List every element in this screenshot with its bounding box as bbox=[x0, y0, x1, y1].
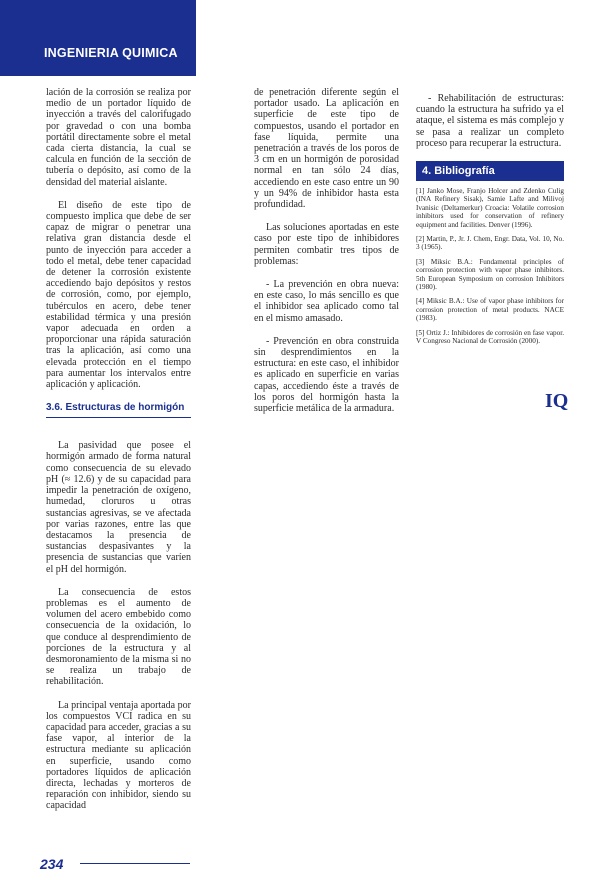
section-title: INGENIERIA QUIMICA bbox=[44, 46, 178, 60]
paragraph: - Rehabilitación de estructuras: cuando la estructura ha sufrido ya el ataque, el sistema es más complejo y se pasa a realizar un completo proceso para recuperar la estructura. bbox=[416, 93, 564, 149]
bibliography-heading: 4. Bibliografía bbox=[416, 161, 564, 181]
paragraph: - Prevención en obra construida sin desprendimientos en la estructura: en este caso, el inhibidor es aplicado en superficie en varias capas, accediendo éste a través de los poros del hormigón hasta la superficie metálica de la armadura. bbox=[254, 335, 399, 415]
paragraph: El diseño de este tipo de compuesto implica que debe de ser capaz de migrar o penetrar una relativa gran distancia desde el punto de inyección para acceder a todo el metal, debe tener capacidad de detener la corrosión existente accediendo bajo depósitos y restos de corrosión, como, por ejemplo, tubérculos en acero, debe tener estabilidad térmica y una presión vapor adecuada en orden a proporcionar una rápida saturación tras la aplicación, así como una elevada protección en el tiempo para aumentar los intervalos entre aplicación y aplicación. bbox=[46, 199, 191, 391]
column-3 bbox=[416, 93, 564, 352]
column-2 bbox=[254, 87, 399, 426]
paragraph: La consecuencia de estos problemas es el aumento de volumen del acero embebido como consecuencia de la oxidación, lo que conduce al desprendimiento de porciones de la estructura y al desmoronamiento de la misma si no se realiza un trabajo de rehabilitación. bbox=[46, 586, 191, 688]
page-number: 234 bbox=[40, 856, 64, 872]
paragraph: lación de la corrosión se realiza por medio de un portador líquido de inyección a través del calorifugado por gravedad o con una bomba portátil directamente sobre el metal cada cierta distancia, la cual se calcula en función de la sección de tubería o depósito, así como de la densidad del material aislante. bbox=[46, 87, 191, 188]
paragraph: - La prevención en obra nueva: en este caso, lo más sencillo es que el inhibidor sea aplicado como tal en el mismo amasado. bbox=[254, 279, 399, 324]
reference-list bbox=[416, 187, 564, 346]
reference-item: [4] Miksic B.A.: Use of vapor phase inhibitors for corrosion protection of metal products. NACE (1983). bbox=[416, 297, 564, 323]
section-heading: 3.6. Estructuras de hormigón bbox=[46, 402, 185, 414]
paragraph: Las soluciones aportadas en este caso por este tipo de inhibidores permiten combatir tres tipos de problemas: bbox=[254, 222, 399, 267]
header-band bbox=[0, 0, 196, 76]
reference-item: [1] Janko Mose, Franjo Holcer and Zdenko Culig (INA Refinery Sisak), Samie Lafte and Milivoj Ivanisic (Deltamerkur) Croacia: Volatile corrosion inhibitors used for conservation of refinery equipment and facilities. Denver (1996). bbox=[416, 187, 564, 229]
paragraph: La principal ventaja aportada por los compuestos VCI radica en su capacidad para acceder, gracias a su fase vapor, al interior de la estructura mediante su aplicación en superficie, usando como portadores líquidos de aplicación directa, lechadas y morteros de reparación con inhibidor, siendo su capacidad bbox=[46, 699, 191, 812]
journal-logo: IQ bbox=[545, 390, 569, 412]
paragraph: de penetración diferente según el portador usado. La aplicación en superficie de este tipo de compuestos, usando el portador en fase líquida, permite una penetración a través de los poros de 3 cm en un hormigón de porosidad normal en tan sólo 24 días, accediendo en este caso entre un 90 y un 94% de inhibidor hasta esta profundidad. bbox=[254, 87, 399, 211]
reference-item: [3] Miksic B.A.: Fundamental principles of corrosion protection with vapor phase inhibitors. 5th European Symposium on corrosion Inhibitors (1980). bbox=[416, 257, 564, 292]
paragraph: La pasividad que posee el hormigón armado de forma natural como consecuencia de su elevado pH (≈ 12.6) y de su capacidad para impedir la penetración de oxígeno, humedad, cloruros u otras sustancias agresivas, se ve afectada por varias razones, entre las que destacamos la presencia de sustancias despasivantes y la presencia de sustancias que varíen el pH del hormigón. bbox=[46, 440, 191, 575]
column-1 bbox=[46, 87, 191, 824]
reference-item: [2] Martin, P., Jr. J. Chem, Engr. Data, Vol. 10, No. 3 (1965). bbox=[416, 235, 564, 252]
section-heading-rule bbox=[46, 417, 191, 418]
footer-rule bbox=[80, 863, 190, 864]
reference-item: [5] Ortiz J.: Inhibidores de corrosión en fase vapor. V Congreso Nacional de Corrosión (2000). bbox=[416, 328, 564, 346]
